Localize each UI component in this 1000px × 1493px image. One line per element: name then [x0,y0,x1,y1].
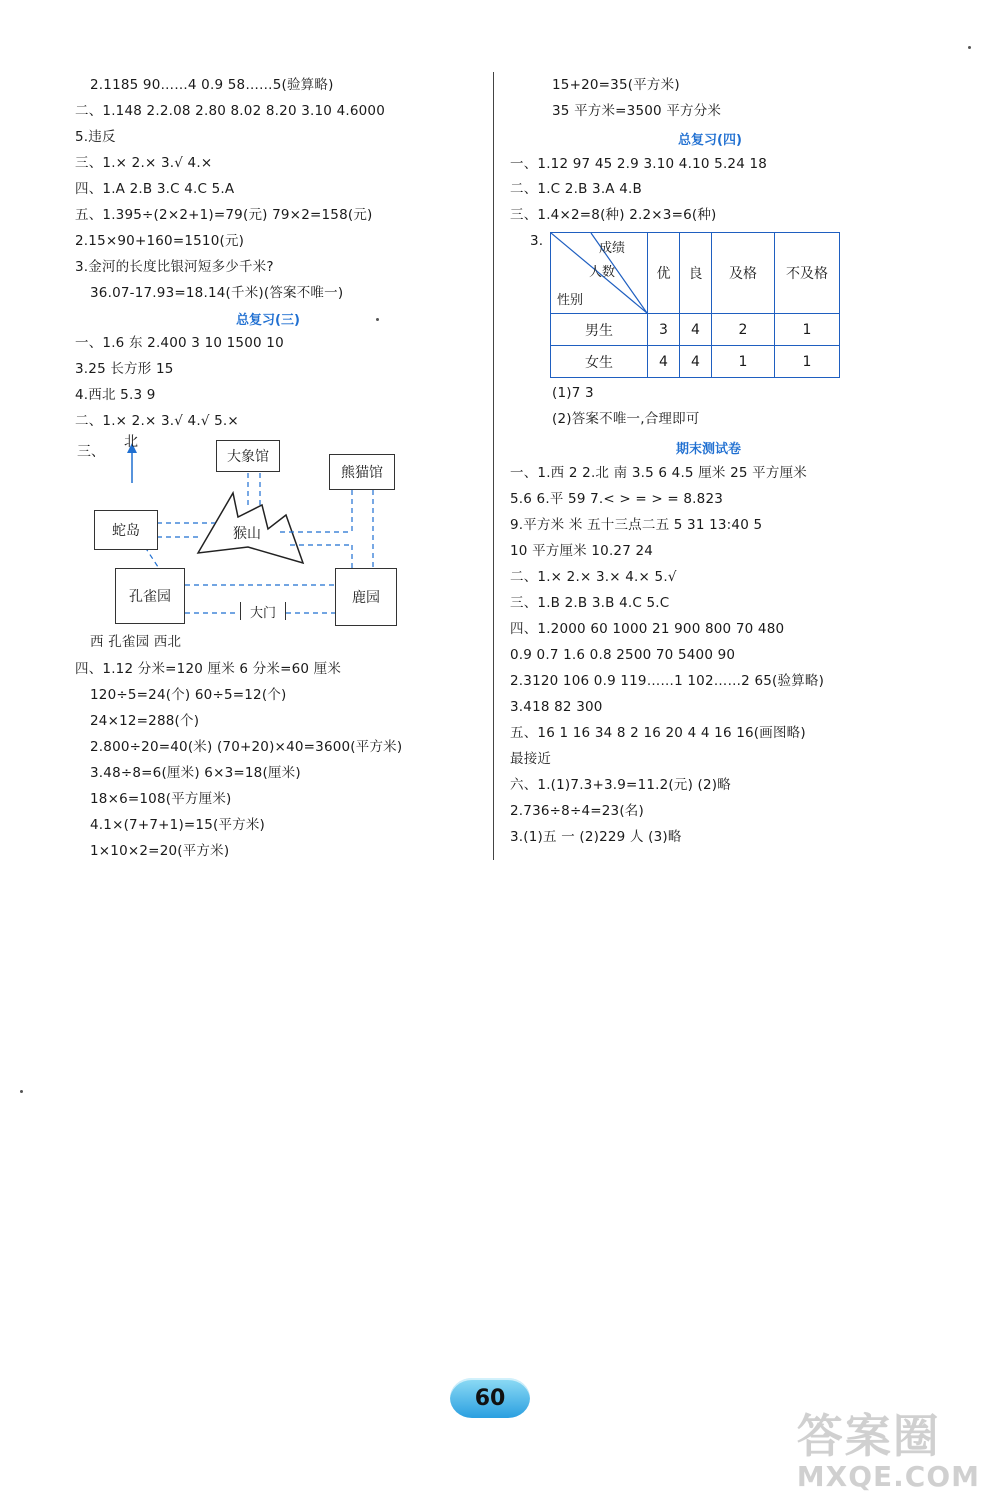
corner-count-label: 人数 [589,265,616,280]
answer-line: 三、1.4×2=8(种) 2.2×3=6(种) [510,207,717,223]
answer-line: 120÷5=24(个) 60÷5=12(个) [90,687,287,703]
snake-island-box: 蛇岛 [94,510,158,550]
answer-line: 36.07-17.93=18.14(千米)(答案不唯一) [90,285,344,301]
answer-line: 一、1.12 97 45 2.9 3.10 4.10 5.24 18 [510,156,768,172]
answer-line: 10 平方厘米 10.27 24 [510,543,654,559]
answer-line: 9.平方米 米 五十三点二五 5 31 13:40 5 [510,517,763,533]
answer-line: 2.3120 106 0.9 119……1 102……2 65(验算略) [510,673,825,689]
table-cell: 4 [680,314,712,346]
table-cell: 2 [712,314,775,346]
answer-line: 2.736÷8÷4=23(名) [510,803,644,819]
answer-line: 15+20=35(平方米) [552,77,680,93]
section-heading-review-4: 总复习(四) [678,133,742,148]
answer-line: 35 平方米=3500 平方分米 [552,103,722,119]
answer-line: 一、1.6 东 2.400 3 10 1500 10 [75,335,284,351]
answer-line: 4.西北 5.3 9 [75,387,156,403]
answer-line: 四、1.12 分米=120 厘米 6 分米=60 厘米 [75,661,342,677]
answer-line: 3.48÷8=6(厘米) 6×3=18(厘米) [90,765,301,781]
answer-line: 五、1.395÷(2×2+1)=79(元) 79×2=158(元) [75,207,373,223]
answer-line: 二、1.C 2.B 3.A 4.B [510,181,642,197]
map-section-label: 三、 [77,444,105,460]
map-answer-line: 西 孔雀园 西北 [90,634,182,650]
answer-line: 3.(1)五 一 (2)229 人 (3)略 [510,829,682,845]
dash-snake-peacock [145,547,160,570]
elephant-house-box: 大象馆 [216,440,280,472]
col-header: 不及格 [775,233,840,314]
north-label: 北 [124,434,138,450]
row-header: 男生 [551,314,648,346]
answer-line: 3.418 82 300 [510,699,603,715]
answer-line: 六、1.(1)7.3+3.9=11.2(元) (2)略 [510,777,731,793]
peacock-garden-box: 孔雀园 [115,568,185,624]
watermark-en: MXQE.COM [796,1460,980,1493]
answer-line: 24×12=288(个) [90,713,200,729]
answer-line: 3.金河的长度比银河短多少千米? [75,259,274,275]
table-row [551,314,840,346]
answer-line: 最接近 [510,751,552,767]
answer-line: 0.9 0.7 1.6 0.8 2500 70 5400 90 [510,647,736,663]
col-header: 优 [648,233,680,314]
answer-line: 1×10×2=20(平方米) [90,843,230,859]
answer-line: 四、1.2000 60 1000 21 900 800 70 480 [510,621,785,637]
answer-line: 一、1.西 2 2.北 南 3.5 6 4.5 厘米 25 平方厘米 [510,465,807,481]
col-header: 良 [680,233,712,314]
table-cell: 3 [648,314,680,346]
page-number-badge: 60 [450,1378,530,1418]
table-label: 3. [530,233,544,249]
answer-line: 三、1.× 2.× 3.√ 4.× [75,155,213,171]
table-cell: 4 [648,346,680,378]
table-cell: 1 [775,314,840,346]
answer-line: 四、1.A 2.B 3.C 4.C 5.A [75,181,235,197]
monkey-mountain-label: 猴山 [233,526,261,542]
watermark-cn: 答案圈 [796,1409,941,1463]
corner-score-label: 成绩 [599,241,626,256]
section-heading-review-3: 总复习(三) [236,313,300,328]
answer-line: 三、1.B 2.B 3.B 4.C 5.C [510,595,670,611]
zoo-map-diagram [77,434,410,645]
table-cell: 4 [680,346,712,378]
panda-house-box: 熊猫馆 [329,454,395,490]
answer-line: (2)答案不唯一,合理即可 [552,411,700,427]
answer-line: 2.800÷20=40(米) (70+20)×40=3600(平方米) [90,739,403,755]
gate-label: 大门 [240,602,286,620]
site-watermark [797,1400,980,1493]
answer-line: 二、1.× 2.× 3.√ 4.√ 5.× [75,413,239,429]
answer-line: 3.25 长方形 15 [75,361,174,377]
answer-line: (1)7 3 [552,385,594,401]
scan-dot [20,1090,23,1093]
answer-line: 二、1.148 2.2.08 2.80 8.02 8.20 3.10 4.6000 [75,103,386,119]
score-table [550,232,840,378]
column-divider [493,72,494,860]
answer-line: 2.1185 90……4 0.9 58……5(验算略) [90,77,334,93]
answer-line: 18×6=108(平方厘米) [90,791,232,807]
col-header: 及格 [712,233,775,314]
scan-dot [376,318,379,321]
scan-dot [968,46,971,49]
answer-line: 2.15×90+160=1510(元) [75,233,245,249]
corner-gender-label: 性别 [557,293,584,308]
table-corner-cell [551,233,648,314]
table-row [551,346,840,378]
answer-line: 五、16 1 16 34 8 2 16 20 4 4 16 16(画图略) [510,725,806,741]
deer-park-box: 鹿园 [335,568,397,626]
row-header: 女生 [551,346,648,378]
answer-line: 二、1.× 2.× 3.× 4.× 5.√ [510,569,677,585]
answer-line: 4.1×(7+7+1)=15(平方米) [90,817,266,833]
answer-line: 5.6 6.平 59 7.< > = > = 8.823 [510,491,724,507]
table-cell: 1 [775,346,840,378]
section-heading-final-exam: 期末测试卷 [676,442,742,457]
table-cell: 1 [712,346,775,378]
answer-line: 5.违反 [75,129,116,145]
